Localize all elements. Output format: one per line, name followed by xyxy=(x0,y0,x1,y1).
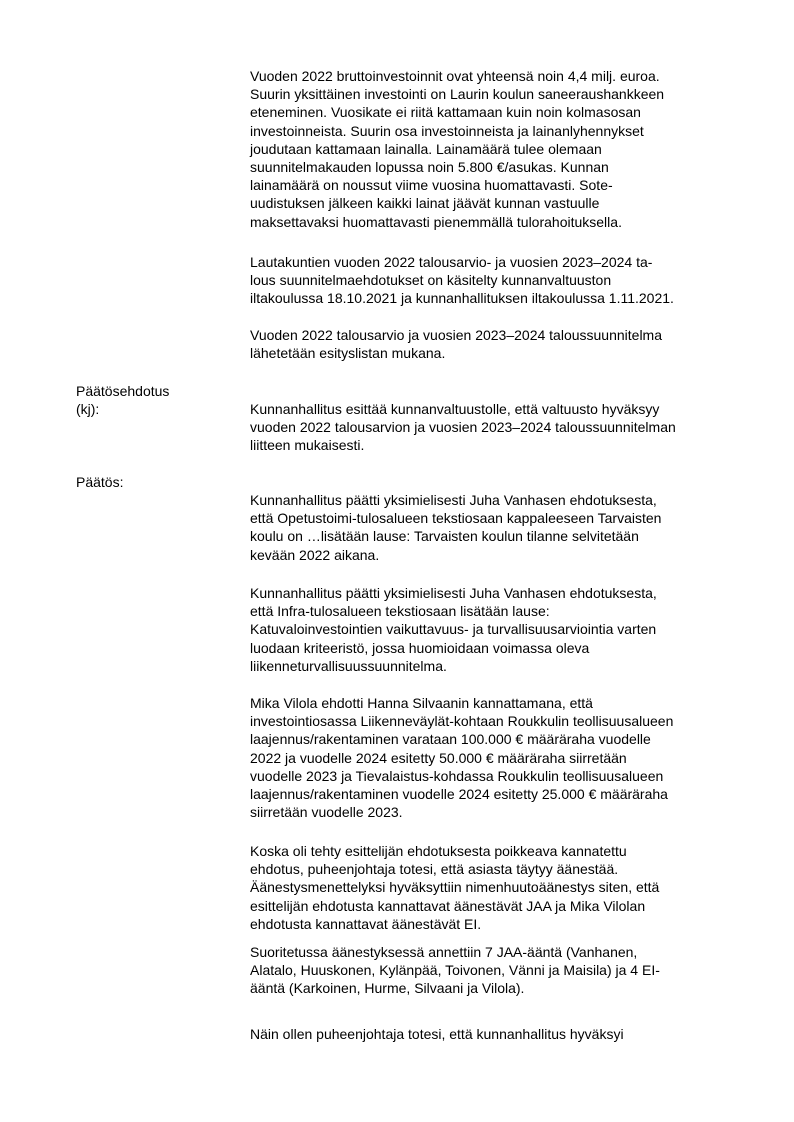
paragraph-decision-2 xyxy=(250,584,750,675)
text-line: siirretään vuodelle 2023. xyxy=(250,804,403,821)
text-line: vuoden 2022 talousarvion ja vuosien 2023–2024 taloussuunnitelman xyxy=(250,419,676,436)
text-line: ehdotus, puheenjohtaja totesi, että asiasta täytyy äänestää. xyxy=(250,861,619,878)
text-line: että Infra-tulosalueen tekstiosaan lisätään lause: xyxy=(250,603,550,620)
text-line: Kunnanhallitus esittää kunnanvaltuustolle, että valtuusto hyväksyy xyxy=(250,401,660,417)
text-line: kevään 2022 aikana. xyxy=(250,546,380,563)
text-line: lous suunnitelmaehdotukset on käsitelty kunnanvaltuuston xyxy=(250,272,612,289)
text-line: Suurin yksittäinen investointi on Laurin koulun saneeraushankkeen xyxy=(250,86,665,103)
paragraph-committee-proposals xyxy=(250,253,750,308)
text-line: Kunnanhallitus päätti yksimielisesti Juha Vanhasen ehdotuksesta, xyxy=(250,585,657,601)
text-line: Vuoden 2022 bruttoinvestoinnit ovat yhteensä noin 4,4 milj. euroa. xyxy=(250,68,660,84)
paragraph-decision-1 xyxy=(250,491,750,564)
text-line: investoinneista. Suurin osa investoinneista ja lainanlyhennykset xyxy=(250,122,644,139)
text-line: Lautakuntien vuoden 2022 talousarvio- ja vuosien 2023–2024 ta- xyxy=(250,254,653,270)
text-line: Koska oli tehty esittelijän ehdotuksesta poikkeava kannatettu xyxy=(250,843,627,859)
text-line: lähetetään esityslistan mukana. xyxy=(250,345,446,362)
text-line: ääntä (Karkoinen, Hurme, Silvaani ja Vilola). xyxy=(250,980,525,997)
paragraph-voting-procedure xyxy=(250,842,750,933)
text-line: Päätös: xyxy=(76,474,124,490)
text-line: esittelijän ehdotusta kannattavat äänestävät JAA ja Mika Vilolan xyxy=(250,897,646,914)
text-line: laajennus/rakentaminen varataan 100.000 € määräraha vuodelle xyxy=(250,731,651,748)
text-line: Näin ollen puheenjohtaja totesi, että kunnanhallitus hyväksyi xyxy=(250,1026,624,1042)
text-line: Katuvaloinvestointien vaikuttavuus- ja turvallisuusarviointia varten xyxy=(250,621,657,638)
text-line: liitteen mukaisesti. xyxy=(250,437,365,454)
text-line: vuodelle 2023 ja Tievalaistus-kohdassa Roukkulin teollisuusalueen xyxy=(250,767,664,784)
text-line: Mika Vilola ehdotti Hanna Silvaanin kannattamana, että xyxy=(250,695,593,711)
text-line: lainamäärä on noussut viime vuosina huomattavasti. Sote- xyxy=(250,177,613,194)
text-line: joudutaan kattamaan lainalla. Lainamäärä tulee olemaan xyxy=(250,140,602,157)
text-line: laajennus/rakentaminen vuodelle 2024 esitetty 25.000 € määräraha xyxy=(250,786,668,803)
text-line: Päätösehdotus xyxy=(76,383,170,399)
label-decision xyxy=(76,473,123,491)
text-line: Alatalo, Huuskonen, Kylänpää, Toivonen, Vänni ja Maisila) ja 4 EI- xyxy=(250,962,660,979)
paragraph-voting-result xyxy=(250,943,750,998)
text-line: maksettavaksi huomattavasti pienemmällä tulorahoituksella. xyxy=(250,213,622,230)
paragraph-investments xyxy=(250,67,750,231)
text-line: investointiosassa Liikenneväylät-kohtaan Roukkulin teollisuusalueen xyxy=(250,713,674,730)
text-line: (kj): xyxy=(76,401,100,418)
text-line: eteneminen. Vuosikate ei riitä kattamaan kuin noin kolmasosan xyxy=(250,104,641,121)
paragraph-vilola-proposal xyxy=(250,694,750,821)
text-line: liikenneturvallisuussuunnitelma. xyxy=(250,657,447,674)
text-line: ehdotusta kannattavat äänestävät EI. xyxy=(250,915,482,932)
text-line: Äänestysmenettelyksi hyväksyttiin nimenhuutoäänestys siten, että xyxy=(250,879,660,896)
text-line: että Opetustoimi-tulosalueen tekstiosaan kappaleeseen Tarvaisten xyxy=(250,510,662,527)
text-line: Kunnanhallitus päätti yksimielisesti Juha Vanhasen ehdotuksesta, xyxy=(250,492,657,508)
paragraph-conclusion xyxy=(250,1025,750,1043)
paragraph-budget-sent xyxy=(250,326,750,362)
text-line: uudistuksen jälkeen kaikki lainat jäävät kunnan vastuulle xyxy=(250,195,600,212)
text-line: iltakoulussa 18.10.2021 ja kunnanhallituksen iltakoulussa 1.11.2021. xyxy=(250,290,674,307)
text-line: koulu on …lisätään lause: Tarvaisten koulun tilanne selvitetään xyxy=(250,528,639,545)
text-line: 2022 ja vuodelle 2024 esitetty 50.000 € määräraha siirretään xyxy=(250,749,627,766)
text-line: luodaan kriteeristö, jossa huomioidaan voimassa oleva xyxy=(250,639,590,656)
text-line: suunnitelmakauden lopussa noin 5.800 €/asukas. Kunnan xyxy=(250,159,609,176)
label-proposal xyxy=(76,382,169,418)
paragraph-proposal xyxy=(250,400,750,455)
text-line: Vuoden 2022 talousarvio ja vuosien 2023–2024 taloussuunnitelma xyxy=(250,327,663,343)
text-line: Suoritetussa äänestyksessä annettiin 7 JAA-ääntä (Vanhanen, xyxy=(250,944,638,960)
